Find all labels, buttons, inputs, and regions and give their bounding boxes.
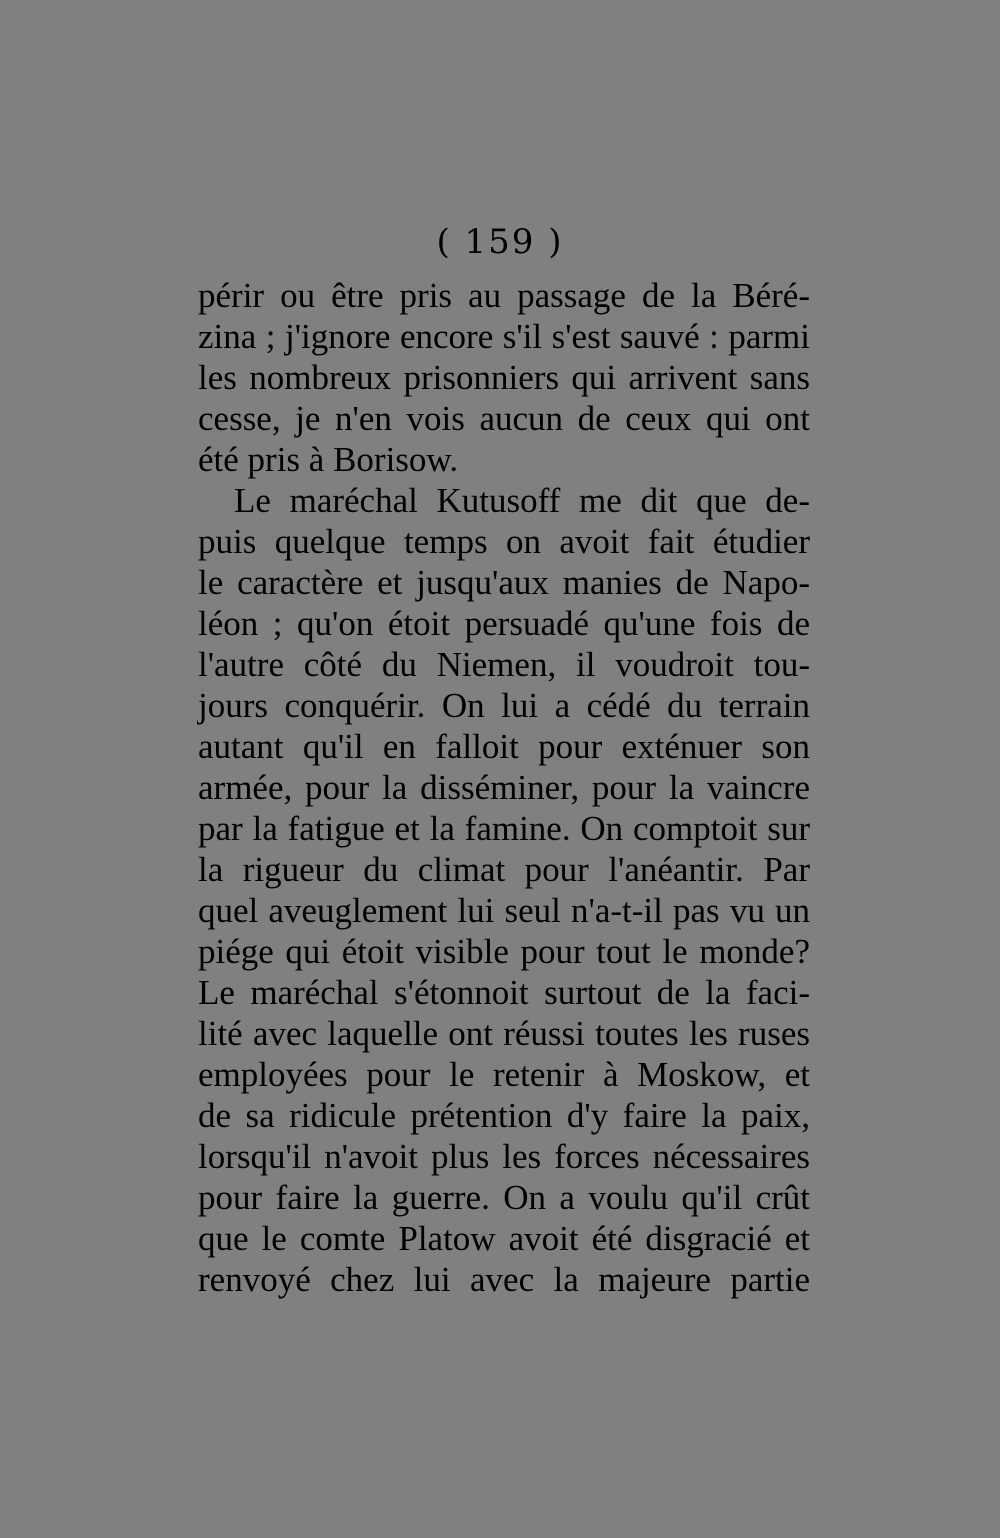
text-line: autant qu'il en falloit pour exténuer son (198, 727, 810, 766)
text-line: piége qui étoit visible pour tout le monde? (198, 932, 810, 971)
page-number: ( 159 ) (436, 222, 564, 262)
text-line: cesse, je n'en vois aucun de ceux qui ont (198, 399, 810, 438)
text-line: Le maréchal s'étonnoit surtout de la faci- (198, 973, 810, 1012)
text-line: de sa ridicule prétention d'y faire la paix, (198, 1096, 810, 1135)
text-line: lorsqu'il n'avoit plus les forces nécessaires (198, 1137, 810, 1176)
text-line: pour faire la guerre. On a voulu qu'il crût (198, 1178, 810, 1217)
text-line: renvoyé chez lui avec la majeure partie (198, 1260, 810, 1299)
text-line: été pris à Borisow. (198, 440, 459, 479)
text-line: léon ; qu'on étoit persuadé qu'une fois de (198, 604, 810, 643)
text-line: employées pour le retenir à Moskow, et (198, 1055, 810, 1094)
text-line: lité avec laquelle ont réussi toutes les ruses (198, 1014, 810, 1053)
text-line: quel aveuglement lui seul n'a-t-il pas vu un (198, 891, 810, 930)
text-line: que le comte Platow avoit été disgracié et (198, 1219, 810, 1258)
text-line: périr ou être pris au passage de la Béré- (198, 276, 810, 315)
text-line: puis quelque temps on avoit fait étudier (198, 522, 810, 561)
text-line: armée, pour la disséminer, pour la vaincre (198, 768, 810, 807)
text-line: zina ; j'ignore encore s'il s'est sauvé : parmi (198, 317, 810, 356)
text-line: Le maréchal Kutusoff me dit que de- (234, 481, 810, 520)
text-line: la rigueur du climat pour l'anéantir. Par (198, 850, 810, 889)
text-line: jours conquérir. On lui a cédé du terrain (198, 686, 810, 725)
text-line: les nombreux prisonniers qui arrivent sans (198, 358, 810, 397)
text-line: le caractère et jusqu'aux manies de Napo- (198, 563, 810, 602)
text-line: l'autre côté du Niemen, il voudroit tou- (198, 645, 810, 684)
text-line: par la fatigue et la famine. On comptoit sur (198, 809, 810, 848)
